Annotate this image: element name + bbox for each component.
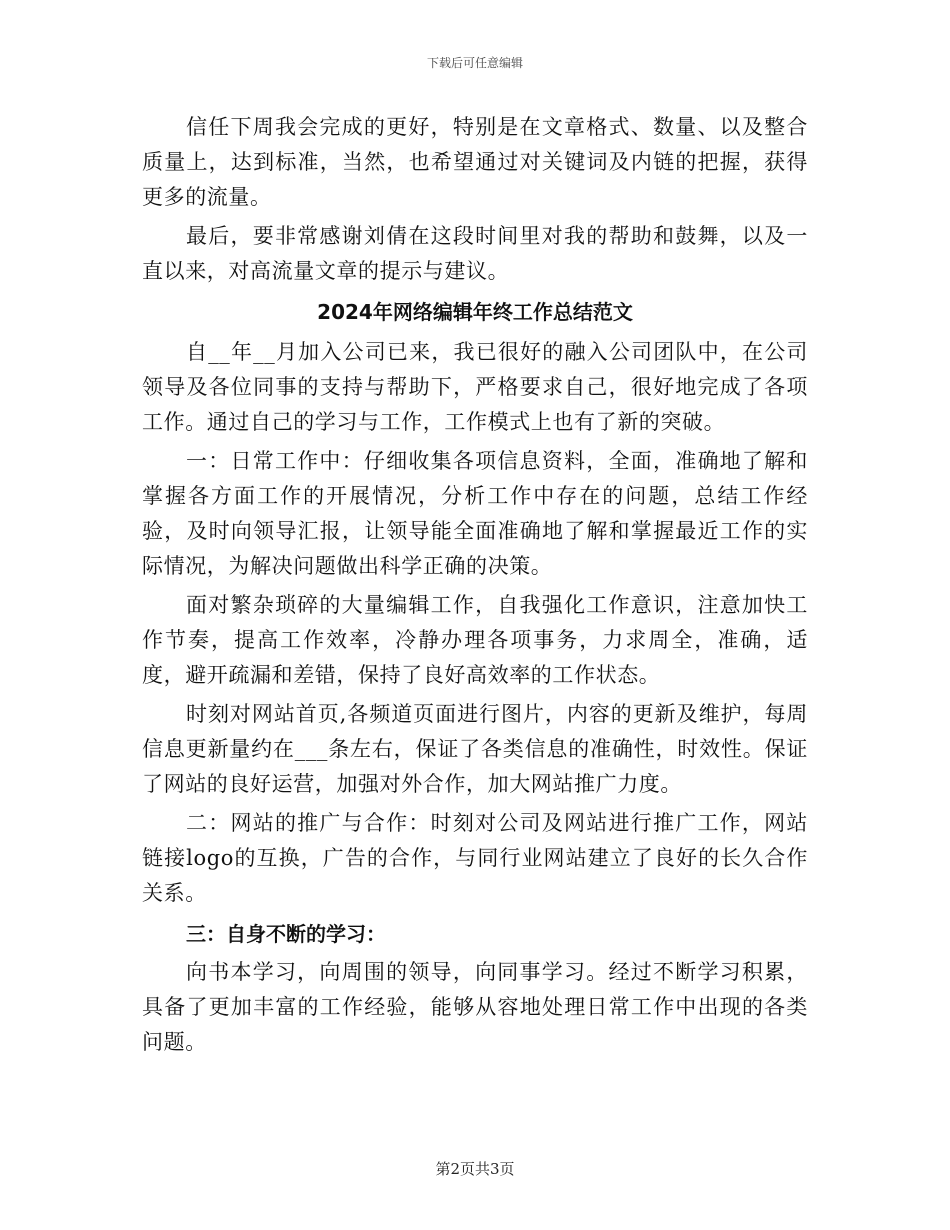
paragraph-7: 二：网站的推广与合作：时刻对公司及网站进行推广工作，网站链接logo的互换，广告的合作，与同行业网站建立了良好的长久合作关系。 [142, 811, 808, 905]
page-header-note: 下载后可任意编辑 [426, 56, 523, 70]
document-body [142, 110, 808, 1060]
paragraph-1: 信任下周我会完成的更好，特别是在文章格式、数量、以及整合质量上，达到标准，当然，也希望通过对关键词及内链的把握，获得更多的流量。 [142, 115, 808, 209]
paragraph-6: 时刻对网站首页,各频道页面进行图片，内容的更新及维护，每周信息更新量约在___条左右，保证了各类信息的准确性，时效性。保证了网站的良好运营，加强对外合作，加大网站推广力度。 [142, 702, 808, 796]
paragraph-2: 最后，要非常感谢刘倩在这段时间里对我的帮助和鼓舞，以及一直以来，对高流量文章的提示与建议。 [142, 224, 808, 283]
paragraph-3: 自__年__月加入公司已来，我已很好的融入公司团队中，在公司领导及各位同事的支持与帮助下，严格要求自己，很好地完成了各项工作。通过自己的学习与工作，工作模式上也有了新的突破。 [142, 340, 808, 434]
document-title: 2024年网络编辑年终工作总结范文 [317, 300, 633, 324]
page-number: 第2页共3页 [435, 1160, 515, 1178]
paragraph-8: 向书本学习，向周围的领导，向同事学习。经过不断学习积累，具备了更加丰富的工作经验，能够从容地处理日常工作中出现的各类问题。 [142, 960, 808, 1054]
paragraph-4: 一：日常工作中：仔细收集各项信息资料，全面，准确地了解和掌握各方面工作的开展情况，分析工作中存在的问题，总结工作经验，及时向领导汇报，让领导能全面准确地了解和掌握最近工作的实际情况，为解决问题做出科学正确的决策。 [142, 449, 808, 578]
paragraph-5: 面对繁杂琐碎的大量编辑工作，自我强化工作意识，注意加快工作节奏，提高工作效率，冷静办理各项事务，力求周全，准确，适度，避开疏漏和差错，保持了良好高效率的工作状态。 [142, 593, 808, 687]
section-heading-3: 三：自身不断的学习： [186, 922, 386, 946]
